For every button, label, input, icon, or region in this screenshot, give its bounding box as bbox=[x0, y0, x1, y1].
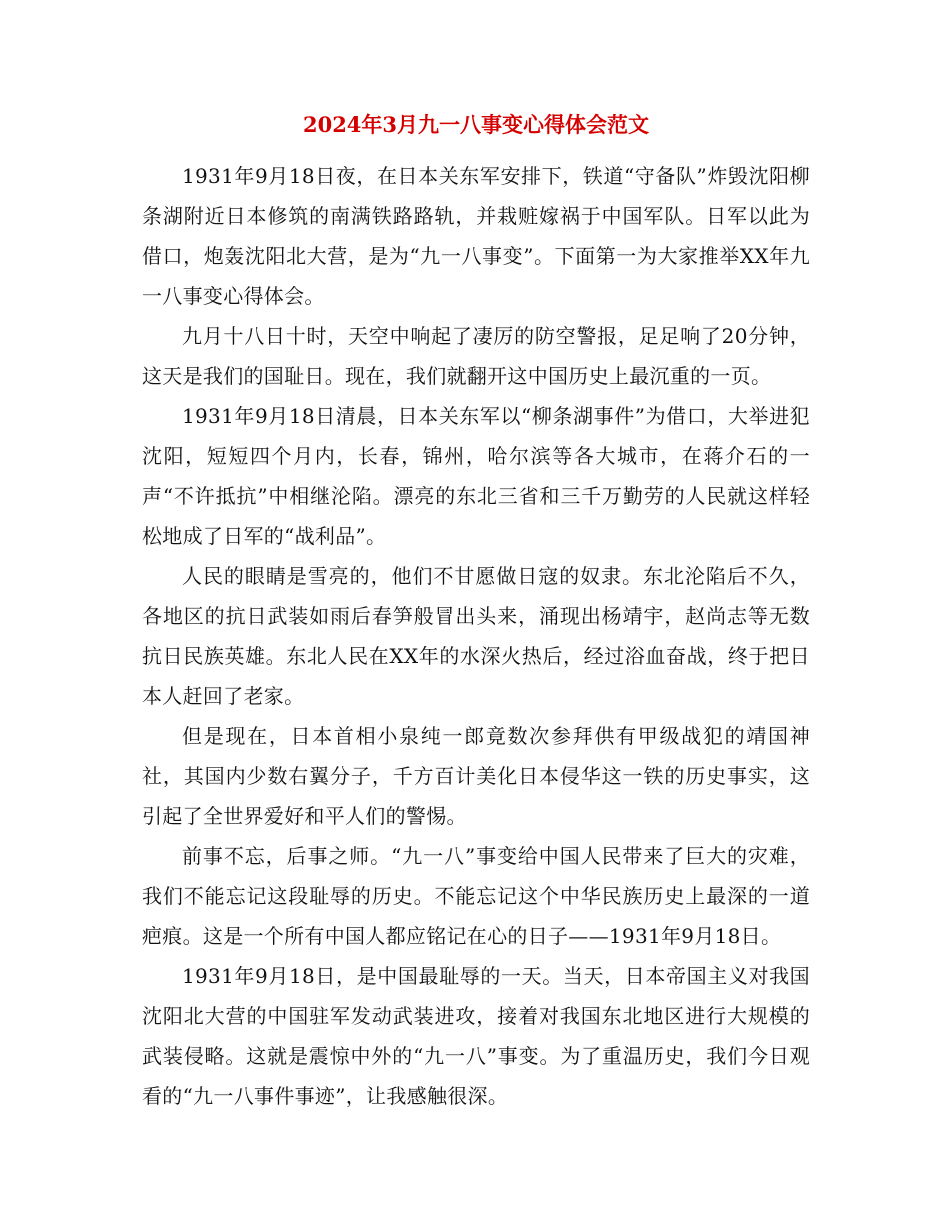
paragraph-6: 前事不忘，后事之师。“九一八”事变给中国人民带来了巨大的灾难，我们不能忘记这段耻辱的历史。不能忘记这个中华民族历史上最深的一道疤痕。这是一个所有中国人都应铭记在心的日子——1931年9月18日。 bbox=[142, 844, 810, 948]
paragraph-3: 1931年9月18日清晨，日本关东军以“柳条湖事件”为借口，大举进犯沈阳，短短四个月内，长春，锦州，哈尔滨等各大城市，在蒋介石的一声“不许抵抗”中相继沦陷。漂亮的东北三省和三千万勤劳的人民就这样轻松地成了日军的“战利品”。 bbox=[142, 404, 810, 548]
paragraph-5: 但是现在，日本首相小泉纯一郎竟数次参拜供有甲级战犯的靖国神社，其国内少数右翼分子，千方百计美化日本侵华这一铁的历史事实，这引起了全世界爱好和平人们的警惕。 bbox=[142, 724, 810, 828]
paragraph-2: 九月十八日十时，天空中响起了凄厉的防空警报，足足响了20分钟，这天是我们的国耻日。现在，我们就翻开这中国历史上最沉重的一页。 bbox=[142, 324, 810, 388]
paragraph-1: 1931年9月18日夜，在日本关东军安排下，铁道“守备队”炸毁沈阳柳条湖附近日本修筑的南满铁路路轨，并栽赃嫁祸于中国军队。日军以此为借口，炮轰沈阳北大营，是为“九一八事变”。下面第一为大家推举XX年九一八事变心得体会。 bbox=[142, 164, 810, 308]
document-title: 2024年3月九一八事变心得体会范文 bbox=[302, 112, 650, 137]
paragraph-7: 1931年9月18日，是中国最耻辱的一天。当天，日本帝国主义对我国沈阳北大营的中国驻军发动武装进攻，接着对我国东北地区进行大规模的武装侵略。这就是震惊中外的“九一八”事变。为了重温历史，我们今日观看的“九一八事件事迹”，让我感触很深。 bbox=[142, 964, 810, 1108]
paragraph-4: 人民的眼睛是雪亮的，他们不甘愿做日寇的奴隶。东北沦陷后不久，各地区的抗日武装如雨后春笋般冒出头来，涌现出杨靖宇，赵尚志等无数抗日民族英雄。东北人民在XX年的水深火热后，经过浴血奋战，终于把日本人赶回了老家。 bbox=[142, 564, 810, 708]
